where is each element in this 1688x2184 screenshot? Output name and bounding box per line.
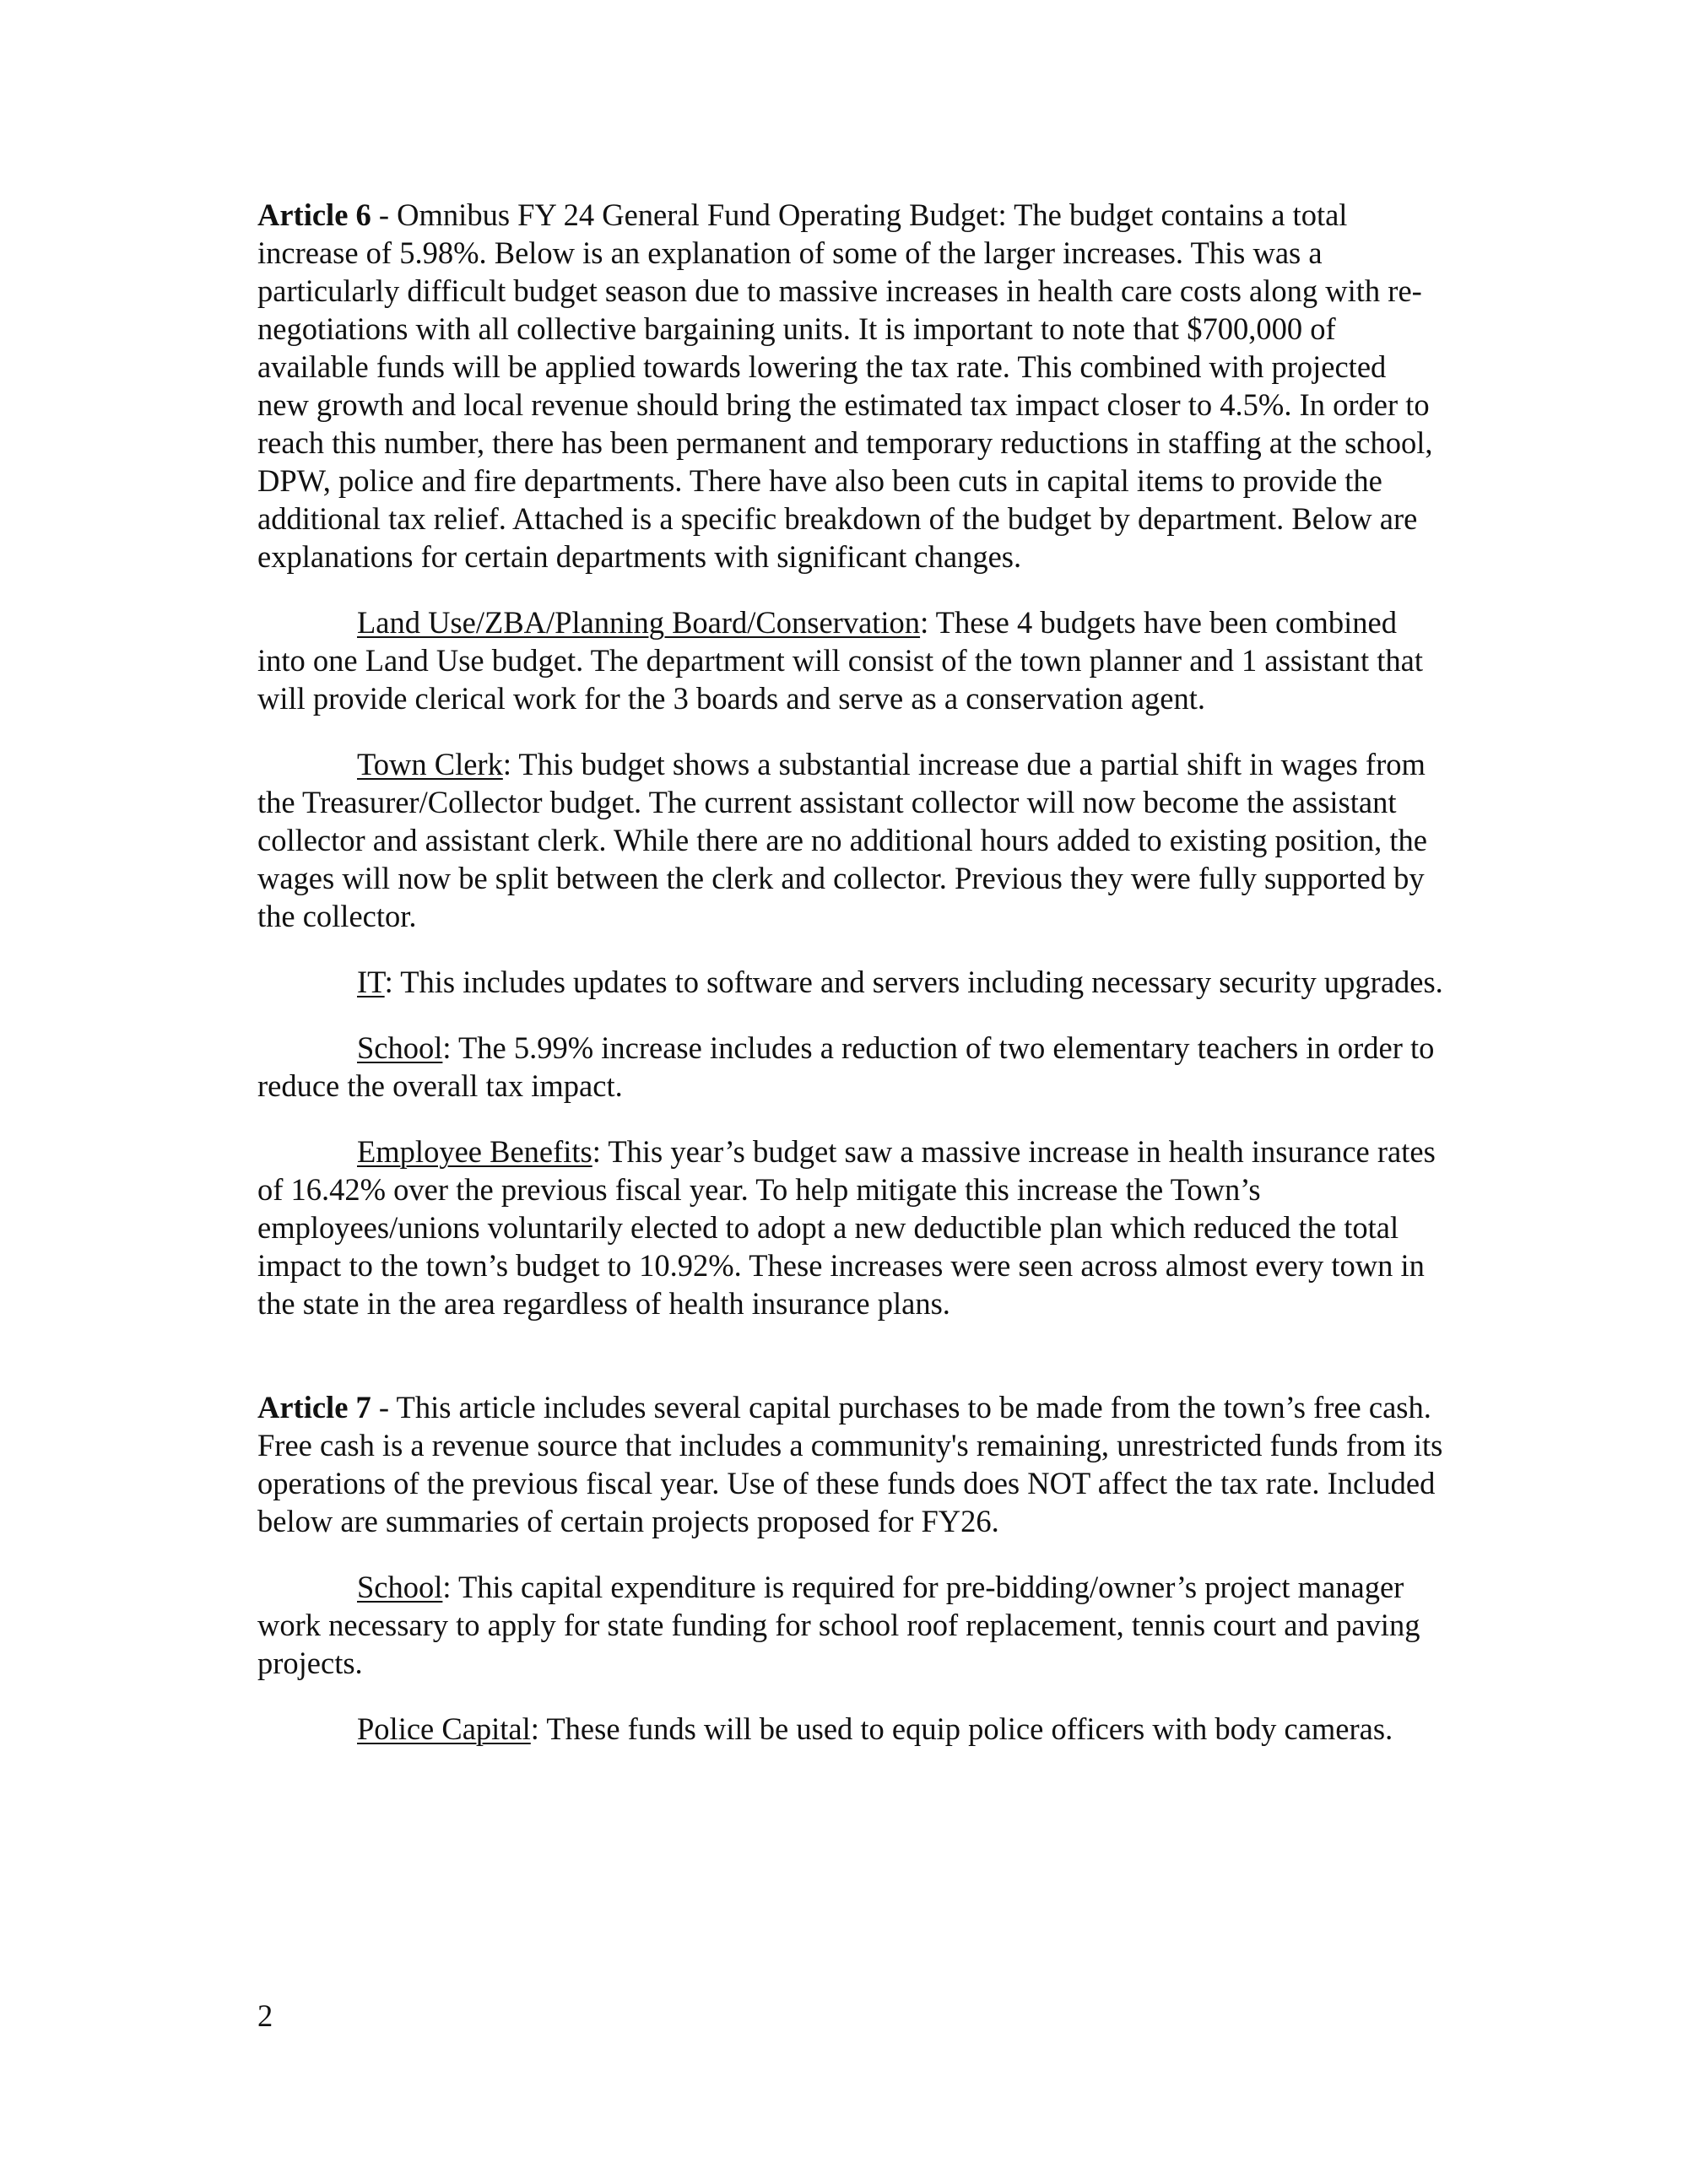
section-text-employee-benefits: : This year’s budget saw a massive increase in health insurance rates of 16.42% over the previous fiscal year. To help mitigate this increase the Town’s employees/unions voluntarily elected to adopt a new deductible plan which reduced the total impact to the town’s budget to 10.92%. These increases were seen across almost every town in the state in the area regardless of health insurance plans. bbox=[257, 1134, 1436, 1321]
section-title-employee-benefits: Employee Benefits bbox=[357, 1134, 592, 1169]
article-spacer bbox=[257, 1350, 1443, 1388]
document-body bbox=[257, 196, 1443, 1776]
article-7-intro bbox=[257, 1388, 1443, 1540]
article-6-label: Article 6 bbox=[257, 197, 371, 232]
section-text-police-capital: : These funds will be used to equip police officers with body cameras. bbox=[530, 1711, 1393, 1746]
section-title-town-clerk: Town Clerk bbox=[357, 747, 503, 781]
article-7-intro-text: - This article includes several capital purchases to be made from the town’s free cash. Free cash is a revenue source that includes a community's remaining, unrestricted funds from its operations of the previous fiscal year. Use of these funds does NOT affect the tax rate. Included below are summaries of certain projects proposed for FY26. bbox=[257, 1390, 1443, 1538]
section-title-school: School bbox=[357, 1030, 443, 1065]
section-title-police-capital: Police Capital bbox=[357, 1711, 531, 1746]
article-6-section-it bbox=[257, 963, 1443, 1001]
article-6-section-school bbox=[257, 1029, 1443, 1105]
article-7-section-school bbox=[257, 1568, 1443, 1682]
section-title-it: IT bbox=[357, 965, 385, 999]
article-6-intro bbox=[257, 196, 1443, 576]
article-7-label: Article 7 bbox=[257, 1390, 371, 1424]
section-title-school-capital: School bbox=[357, 1570, 443, 1604]
article-7-section-police-capital bbox=[257, 1710, 1443, 1748]
page-number: 2 bbox=[257, 1998, 273, 2033]
section-title-land-use: Land Use/ZBA/Planning Board/Conservation bbox=[357, 605, 921, 640]
section-text-town-clerk: : This budget shows a substantial increase due a partial shift in wages from the Treasurer/Collector budget. The current assistant collector will now become the assistant collector and assistant clerk. While there are no additional hours added to existing position, the wages will now be split between the clerk and collector. Previous they were fully supported by the collector. bbox=[257, 747, 1427, 933]
section-text-land-use: : These 4 budgets have been combined into one Land Use budget. The department will consist of the town planner and 1 assistant that will provide clerical work for the 3 boards and serve as a conservation agent. bbox=[257, 605, 1423, 716]
article-6-section-town-clerk bbox=[257, 745, 1443, 935]
section-text-school: : The 5.99% increase includes a reduction of two elementary teachers in order to reduce the overall tax impact. bbox=[257, 1030, 1435, 1103]
article-6-intro-text: - Omnibus FY 24 General Fund Operating Budget: The budget contains a total increase of 5.98%. Below is an explanation of some of the larger increases. This was a particularly difficult budget season due to massive increases in health care costs along with re-negotiations with all collective bargaining units. It is important to note that $700,000 of available funds will be applied towards lowering the tax rate. This combined with projected new growth and local revenue should bring the estimated tax impact closer to 4.5%. In order to reach this number, there has been permanent and temporary reductions in staffing at the school, DPW, police and fire departments. There have also been cuts in capital items to provide the additional tax relief. Attached is a specific breakdown of the budget by department. Below are explanations for certain departments with significant changes. bbox=[257, 197, 1433, 574]
article-6-section-land-use bbox=[257, 603, 1443, 717]
article-6-section-employee-benefits bbox=[257, 1133, 1443, 1322]
section-text-it: : This includes updates to software and servers including necessary security upgrades. bbox=[384, 965, 1443, 999]
section-text-school-capital: : This capital expenditure is required for pre-bidding/owner’s project manager work necessary to apply for state funding for school roof replacement, tennis court and paving projects. bbox=[257, 1570, 1420, 1680]
